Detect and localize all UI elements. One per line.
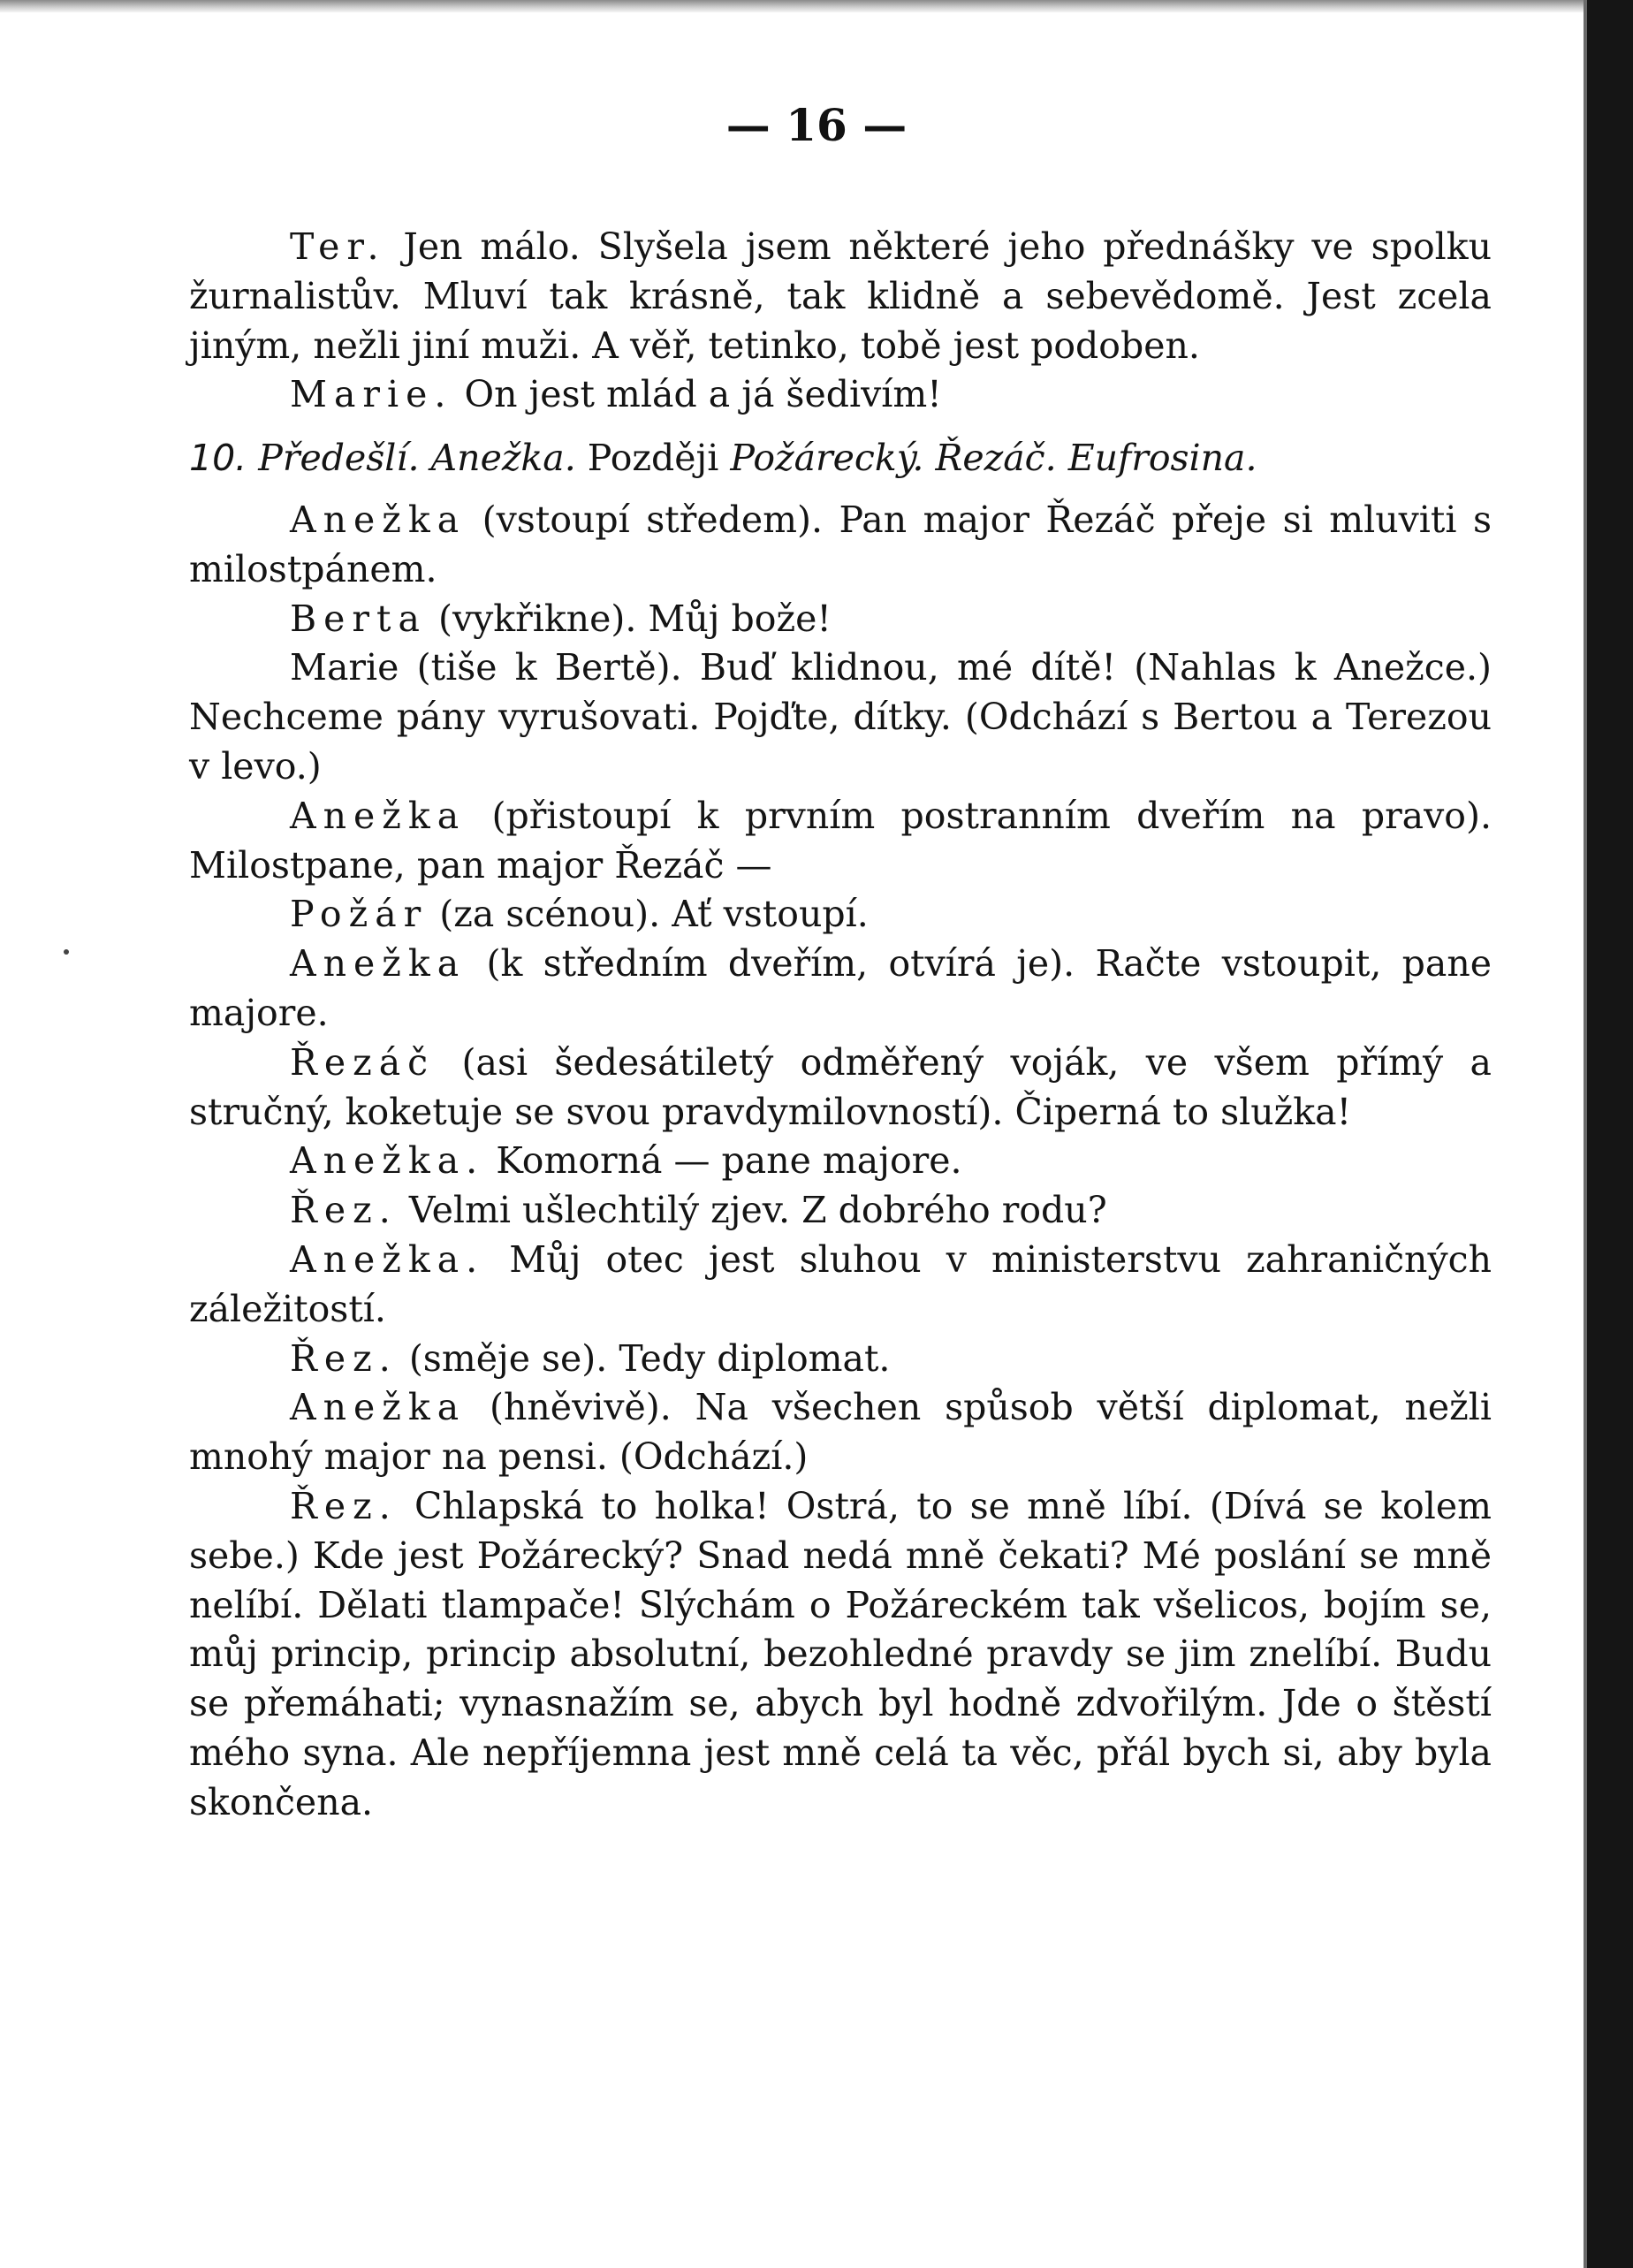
speaker-name: Marie.	[290, 373, 453, 416]
scan-top-edge	[0, 0, 1633, 12]
scene-heading	[189, 434, 1492, 483]
dialogue-paragraph	[189, 792, 1492, 891]
dialogue-paragraph	[189, 223, 1492, 370]
dialogue-text: On jest mlád a já šedivím!	[452, 373, 942, 416]
dialogue-text: Velmi ušlechtilý zjev. Z dobrého rodu?	[397, 1189, 1107, 1232]
dialogue-paragraph	[189, 1482, 1492, 1828]
scene-number: 10.	[189, 437, 247, 480]
speaker-name: Anežka.	[290, 1237, 485, 1281]
scan-right-edge	[1587, 0, 1633, 2268]
dialogue-text: (asi šedesátiletý odměřený voják, ve všem přímý a stručný, koketuje se svou pravdymilovností). Čiperná to služka!	[189, 1040, 1492, 1133]
dialogue-text: (hněvivě). Na všechen spůsob větší diplomat, nežli mnohý major na pensi. (Odchází.)	[189, 1386, 1492, 1479]
dialogue-text: (přistoupí k prvním postranním dveřím na pravo). Milostpane, pan major Řezáč —	[189, 794, 1492, 887]
speaker-name: Anežka	[290, 794, 467, 837]
dialogue-text: (k středním dveřím, otvírá je). Račte vstoupit, pane majore.	[189, 942, 1492, 1034]
scene-characters: Předešlí. Anežka.	[258, 437, 576, 480]
dialogue-paragraph	[189, 1186, 1492, 1236]
dialogue-text: (tiše k Bertě). Buď klidnou, mé dítě! (Nahlas k Anežce.) Nechceme pány vyrušovati. Pojďte, dítky. (Odchází s Bertou a Terezou v levo.)	[189, 646, 1492, 788]
speaker-name: Řezáč	[290, 1040, 436, 1084]
page-text	[189, 223, 1492, 1828]
dialogue-paragraph	[189, 643, 1492, 791]
dialogue-paragraph	[189, 370, 1492, 420]
scan-speck	[64, 949, 69, 955]
dialogue-text: (za scénou). Ať vstoupí.	[428, 893, 869, 936]
dialogue-text: (směje se). Tedy diplomat.	[397, 1336, 891, 1380]
speaker-name: Anežka	[290, 1386, 467, 1429]
dialogue-paragraph	[189, 1383, 1492, 1482]
dialogue-paragraph	[189, 595, 1492, 644]
speaker-name: Ter.	[290, 225, 386, 268]
speaker-name: Anežka	[290, 498, 467, 541]
dialogue-text: Jen málo. Slyšela jsem některé jeho přednášky ve spolku žurnalistův. Mluví tak krásně, tak klidně a sebevědomě. Jest zcela jiným, nežli jiní muži. A věř, tetinko, tobě jest podoben.	[189, 225, 1492, 367]
dialogue-paragraph	[189, 940, 1492, 1039]
speaker-name: Berta	[290, 597, 427, 640]
dialogue-text: Komorná — pane majore.	[484, 1139, 962, 1183]
speaker-name: Požár	[290, 893, 429, 936]
speaker-name: Řez.	[290, 1189, 398, 1232]
dialogue-text: Chlapská to holka! Ostrá, to se mně líbí. (Dívá se kolem sebe.) Kde jest Požárecký? Snad nedá mně čekati? Mé poslání se mně nelíbí. Dělati tlampače! Slýchám o Požáreckém tak všelicos, bojím se, můj princip, princip absolutní, bezohledné pravdy se jim znelíbí. Budu se přemáhati; vynasnažím se, abych byl hodně zdvořilým. Jde o štěstí mého syna. Ale nepříjemna jest mně celá ta věc, přál bych si, aby byla skončena.	[189, 1484, 1492, 1823]
scene-later: Později	[575, 437, 731, 480]
dialogue-paragraph	[189, 496, 1492, 595]
scene-characters-later: Požárecký. Řezáč. Eufrosina.	[730, 437, 1257, 480]
dialogue-text: (vstoupí středem). Pan major Řezáč přeje si mluviti s milostpánem.	[189, 498, 1492, 590]
speaker-name: Řez.	[290, 1336, 398, 1380]
dialogue-paragraph	[189, 1137, 1492, 1186]
speaker-name: Anežka.	[290, 1139, 485, 1183]
page-number: — 16 —	[725, 99, 908, 151]
dialogue-paragraph	[189, 1236, 1492, 1335]
dialogue-paragraph	[189, 890, 1492, 940]
speaker-name: Anežka	[290, 942, 467, 986]
dialogue-paragraph	[189, 1039, 1492, 1138]
dialogue-text: (vykřikne). Můj bože!	[426, 597, 832, 640]
dialogue-paragraph	[189, 1335, 1492, 1384]
speaker-name: Marie	[290, 646, 399, 689]
speaker-name: Řez.	[290, 1484, 398, 1527]
dialogue-text: Můj otec jest sluhou v ministerstvu zahraničných záležitostí.	[189, 1237, 1492, 1330]
